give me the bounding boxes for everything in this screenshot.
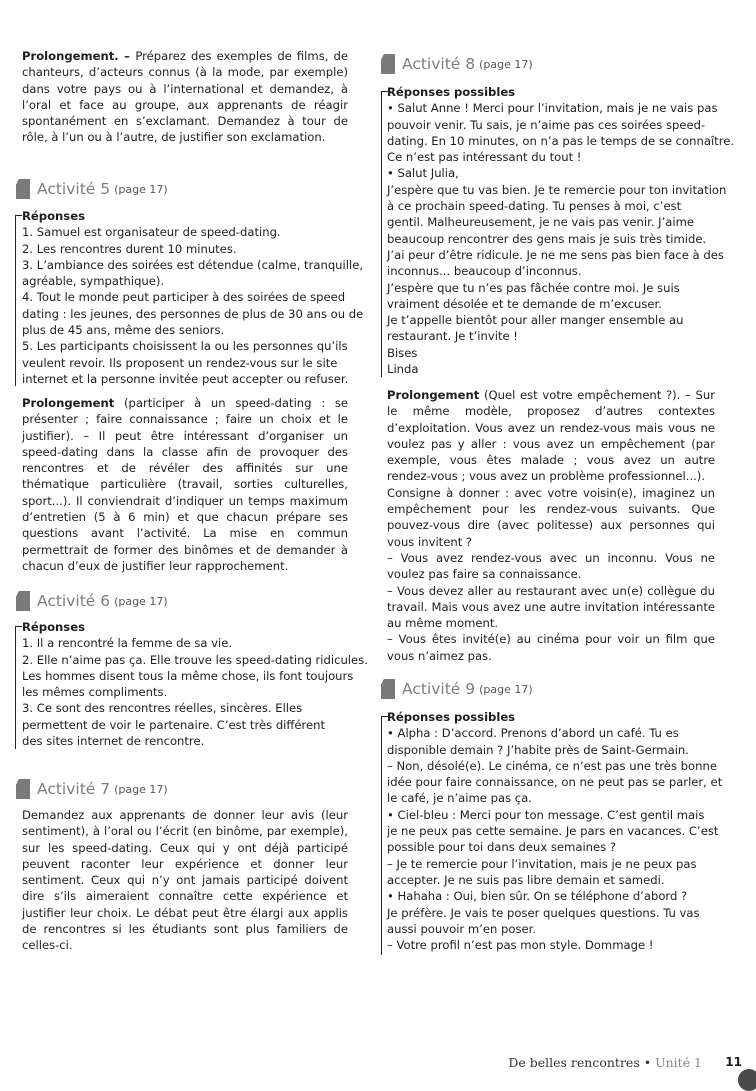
- answer-line: J’ai peur d’être ridicule. Je ne me sens pas bien face à des: [387, 247, 724, 262]
- answers-heading: Réponses possibles: [387, 85, 516, 99]
- page-footer: [0, 1053, 756, 1073]
- answer-line: restaurant. Je t’invite !: [387, 329, 518, 344]
- answer-line: beaucoup rencontrer des gens mais je suis très timide.: [387, 231, 707, 246]
- answer-line: – Votre profil n’est pas mon style. Dommage !: [387, 938, 654, 953]
- activity-5-answers: [22, 208, 364, 387]
- prolongement-text: Préparez des exemples de films, de chanteurs, d’acteurs connus (à la mode, par exemple) dans votre pays ou à l’international et demandez, à l’oral et face au groupe, aux apprenants de réagir spontanément en s’exclamant. Demandez à tour de rôle, à l’un ou à l’autre, de justifier son exclamation.: [22, 49, 348, 145]
- answer-line: 5. Les participants choisissent la ou les personnes qu’ils: [22, 339, 348, 354]
- activity-9-heading: [381, 673, 533, 699]
- answer-line: permettent de voir le partenaire. C’est très différent: [22, 717, 326, 732]
- answer-line: • Salut Anne ! Merci pour l’invitation, mais je ne vais pas: [387, 101, 718, 116]
- answer-line: plus de 45 ans, même des seniors.: [22, 323, 225, 338]
- activity-8-heading: [381, 48, 533, 74]
- prolongement-label: Prolongement: [387, 388, 480, 402]
- activity-7-heading: [16, 773, 168, 799]
- answer-line: • Salut Julia,: [387, 166, 459, 181]
- activity-7-title: Activité 7: [37, 780, 111, 798]
- activity-5-page: (page 17): [114, 183, 168, 196]
- answer-line: agréable, sympathique).: [22, 274, 165, 289]
- answer-line: pouvoir venir. Tu sais, je n’aime pas ces soirées speed-: [387, 117, 706, 132]
- answer-line: 4. Tout le monde peut participer à des soirées de speed: [22, 290, 346, 305]
- answer-line: possible pour toi dans deux semaines ?: [387, 840, 617, 855]
- bracket-divider: [15, 626, 22, 749]
- answer-line: gentil. Malheureusement, je ne vais pas venir. J’aime: [387, 215, 695, 230]
- footer-title: De belles rencontres •: [508, 1055, 656, 1070]
- answer-line: – Je te remercie pour l’invitation, mais je ne peux pas: [387, 856, 697, 871]
- footer-unit: Unité 1: [655, 1055, 702, 1070]
- answer-line: 1. Il a rencontré la femme de sa vie.: [22, 636, 233, 651]
- answer-line: Linda: [387, 362, 419, 377]
- prolongement-intro: [22, 48, 348, 146]
- activity-9-title: Activité 9: [402, 680, 476, 698]
- answer-line: Je t’appelle bientôt pour aller manger ensemble au: [387, 313, 684, 328]
- answer-line: accepter. Je ne suis pas libre demain et samedi.: [387, 872, 665, 887]
- answer-line: dating. En 10 minutes, on n’a pas le temps de se connaître.: [387, 133, 735, 148]
- activity-marker-icon: [16, 179, 30, 199]
- answer-line: les mêmes compliments.: [22, 685, 168, 700]
- scenario-item: – Vous devez aller au restaurant avec un(e) collègue du travail. Mais vous avez une autre invitation intéressante au même moment.: [387, 583, 715, 631]
- answer-line: 2. Elle n’aime pas ça. Elle trouve les speed-dating ridicules.: [22, 652, 368, 667]
- answer-line: • Alpha : D’accord. Prenons d’abord un café. Tu es: [387, 726, 679, 741]
- page-number: 11: [725, 1055, 742, 1069]
- answer-line: vraiment désolée et te demande de m’excuser.: [387, 296, 662, 311]
- answer-line: 3. L’ambiance des soirées est détendue (calme, tranquille,: [22, 257, 364, 272]
- answer-line: Ce n’est pas intéressant du tout !: [387, 150, 582, 165]
- answer-line: • Hahaha : Oui, bien sûr. On se téléphone d’abord ?: [387, 889, 688, 904]
- answer-line: idée pour faire connaissance, on ne peut pas se parler, et: [387, 775, 723, 790]
- answer-line: le café, je n’aime pas ça.: [387, 791, 532, 806]
- activity-marker-icon: [16, 591, 30, 611]
- activity-7-text: Demandez aux apprenants de donner leur avis (leur sentiment), à l’oral ou l’écrit (en binôme, par exemple), sur les speed-dating. Ceux qui y ont déjà participé peuvent raconter leur expérience et donner leur sentiment. Ceux qui n’y ont jamais participé doivent dire s’ils aimeraient connaître cette expérience et justifier leur choix. Le débat peut être élargi aux applis de rencontres si les étudiants sont plus familiers de celles-ci.: [22, 808, 348, 953]
- answer-line: je ne peux pas cette semaine. Je pars en vacances. C’est: [387, 824, 719, 839]
- answer-line: – Non, désolé(e). Le cinéma, ce n’est pas une très bonne: [387, 758, 717, 773]
- activity-5-prolongement: [22, 395, 348, 574]
- answer-line: J’espère que tu vas bien. Je te remercie pour ton invitation: [387, 182, 727, 197]
- scenario-item: – Vous avez rendez-vous avec un inconnu. Vous ne voulez pas faire sa connaissance.: [387, 550, 715, 582]
- answer-line: Les hommes disent tous la même chose, ils font toujours: [22, 668, 354, 683]
- activity-7-page: (page 17): [114, 783, 168, 796]
- answer-line: Bises: [387, 345, 418, 360]
- activity-6-answers: [22, 619, 368, 749]
- activity-8-answers: [387, 84, 735, 377]
- activity-6-title: Activité 6: [37, 592, 111, 610]
- prolongement-text: (Quel est votre empêchement ?). – Sur le même modèle, proposez d’autres contextes d’exploitation. Vous avez un rendez-vous mais vous ne voulez pas y aller : vous avez un empêchement (par exemple, vous êtes malade ; vous avez un autre rendez-vous ; vous avez un problème professionnel...).: [387, 388, 715, 484]
- answers-heading: Réponses possibles: [387, 710, 516, 724]
- bracket-divider: [15, 215, 22, 386]
- answer-line: • Ciel-bleu : Merci pour ton message. C’est gentil mais: [387, 807, 705, 822]
- activity-8-prolongement: [387, 387, 715, 664]
- answer-line: des sites internet de rencontre.: [22, 734, 205, 749]
- activity-5-heading: [16, 173, 168, 199]
- activity-marker-icon: [381, 54, 395, 74]
- prolongement-label: Prolongement: [22, 396, 115, 410]
- answer-line: disponible demain ? J’habite près de Saint-Germain.: [387, 742, 689, 757]
- answer-line: aussi pouvoir m’en poser.: [387, 921, 537, 936]
- answer-line: dating : les jeunes, des personnes de plus de 30 ans ou de: [22, 306, 364, 321]
- activity-marker-icon: [381, 679, 395, 699]
- page-tab-icon: [738, 1069, 756, 1091]
- activity-9-answers: [387, 709, 723, 953]
- activity-8-page: (page 17): [479, 58, 533, 71]
- activity-8-title: Activité 8: [402, 55, 476, 73]
- activity-6-page: (page 17): [114, 595, 168, 608]
- answer-line: veulent revoir. Ils proposent un rendez-vous sur le site: [22, 355, 338, 370]
- activity-5-title: Activité 5: [37, 180, 111, 198]
- answers-heading: Réponses: [22, 209, 85, 223]
- answer-line: à ce prochain speed-dating. Tu penses à moi, c’est: [387, 199, 682, 214]
- scenario-item: – Vous êtes invité(e) au cinéma pour voir un film que vous n’aimez pas.: [387, 632, 715, 663]
- answer-line: Je préfère. Je vais te poser quelques questions. Tu vas: [387, 905, 700, 920]
- answer-line: 3. Ce sont des rencontres réelles, sincères. Elles: [22, 701, 303, 716]
- answers-heading: Réponses: [22, 620, 85, 634]
- answer-line: inconnus... beaucoup d’inconnus.: [387, 264, 582, 279]
- answer-line: 2. Les rencontres durent 10 minutes.: [22, 241, 237, 256]
- activity-9-page: (page 17): [479, 683, 533, 696]
- answer-line: J’espère que tu n’es pas fâchée contre moi. Je suis: [387, 280, 680, 295]
- consigne-text: Consigne à donner : avec votre voisin(e), imaginez un empêchement pour les rendez-vous suivants. Que pouvez-vous dire (avec politesse) aux personnes qui vous invitent ?: [387, 485, 715, 549]
- activity-6-heading: [16, 585, 168, 611]
- answer-line: 1. Samuel est organisateur de speed-dating.: [22, 225, 281, 240]
- prolongement-label: Prolongement. –: [22, 49, 136, 63]
- answer-line: internet et la personne invitée peut accepter ou refuser.: [22, 371, 349, 386]
- activity-marker-icon: [16, 779, 30, 799]
- prolongement-text: (participer à un speed-dating : se présenter ; faire connaissance ; faire un choix et le justifier). – Il peut être intéressant d’organiser un speed-dating dans la classe afin de provoquer des rencontres et de révéler des affinités sur une thématique particulière (travail, sorties culturelles, sport...). Il conviendrait d’indiquer un temps maximum d’entretien (5 à 6 min) et que chacun prépare ses questions avant l’activité. La mise en commun permettrait de former des binômes et de demander à chacun d’eux de justifier leur rapprochement.: [22, 396, 349, 573]
